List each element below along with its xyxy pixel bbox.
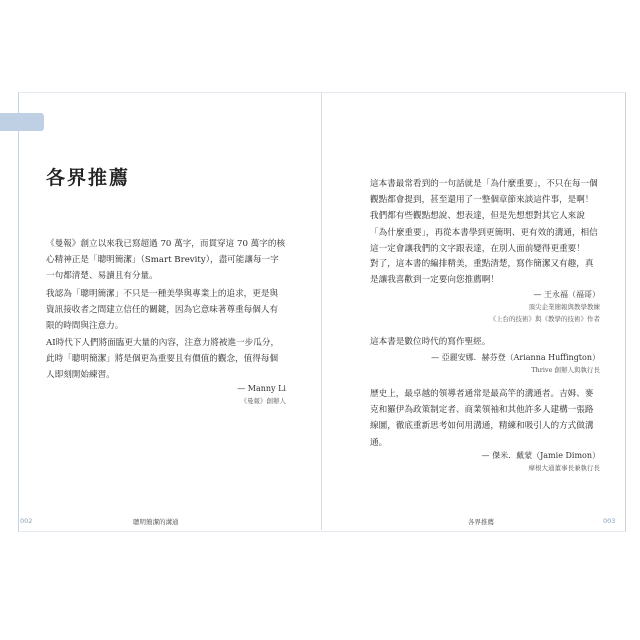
signature-huffington [431,352,600,376]
signature-title: 《上台的技術》與《教學的技術》作者 [489,315,600,323]
signature-dimon [482,450,600,474]
endorsement-paragraph-4: 這本書最常看到的一句話就是「為什麼重要」，不只在每一個觀點都會提到，甚至還用了一整個章節來談這件事，是啊！我們都有些觀點想說、想表達，但是先想想對其它人來說「為什麼重要」，再從本書學到更簡明、更有效的溝通，相信這一定會讓我們的文字跟表達，在別人面前變得更重要！ [370,179,598,254]
endorsement-paragraph-1: 《曼報》創立以來我已寫超過 70 萬字，而貫穿這 70 萬字的核心精神正是「聰明簡潔」（Smart Brevity），盡可能讓每一字一句都清楚、易讀且有分量。 [46,239,286,282]
running-title-left: 聰明簡潔的溝通 [133,518,179,526]
endorsement-paragraph-6: 這本書是數位時代的寫作聖經。 [370,337,491,347]
signature-name: — 亞麗安娜．赫芬登（Arianna Huffington） [431,353,600,362]
page-number-left: 002 [20,517,33,525]
signature-manny-li [237,383,286,407]
endorsement-paragraph-2: 我認為「聰明簡潔」不只是一種美學與專業上的追求，更是與資訊接收者之間建立信任的關鍵，因為它意味著尊重每個人有限的時間與注意力。 [46,289,279,332]
endorsement-paragraph-7: 歷史上，最卓越的領導者通常是最高竿的溝通者。吉姆、麥克和羅伊為政策制定者、商業領袖和其他許多人建構一張路線圖，徹底重新思考如何用溝通，精練和吸引人的方式做溝通。 [370,389,594,448]
signature-title: 頂尖企業簡報與教學教練 [528,303,600,311]
endorsement-paragraph-5: 對了，這本書的編排精美，重點清楚，寫作簡潔又有趣，真是讓我喜歡到一定要向您推薦啊！ [370,259,594,286]
chapter-tab [0,113,44,131]
signature-wang [490,289,601,325]
page-heading: 各界推薦 [46,167,131,189]
signature-title: 《曼報》創辦人 [240,397,286,405]
signature-name: — 王永福（福哥） [533,290,600,299]
page-number-right: 003 [603,517,616,525]
signature-name: — 傑米．戴蒙（Jamie Dimon） [481,451,600,460]
endorsement-paragraph-3: AI時代下人們將面臨更大量的內容，注意力將被進一步瓜分，此時「聰明簡潔」將是個更為重要且有價值的觀念，值得每個人即刻開始練習。 [46,338,280,381]
signature-title: Thrive 創辦人與執行長 [531,366,600,374]
book-spine [321,92,322,530]
signature-title: 摩根大通董事長兼執行長 [528,464,600,472]
signature-name: — Manny Li [237,384,286,393]
running-title-right: 各界推薦 [468,518,494,526]
